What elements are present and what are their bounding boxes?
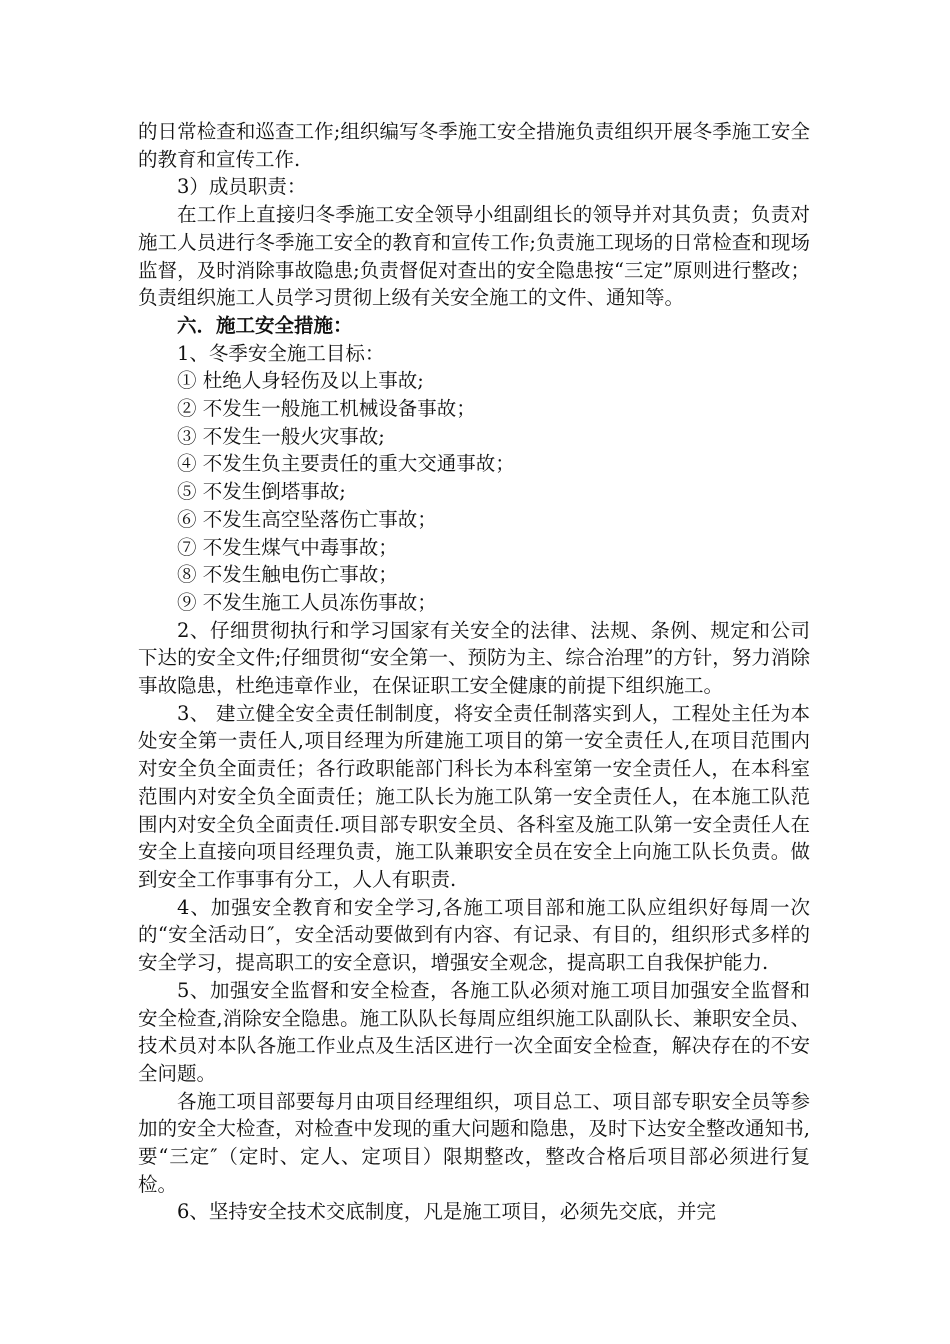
goal-item: ② 不发生一般施工机械设备事故； [177, 397, 476, 421]
goal-item: ③ 不发生一般火灾事故; [177, 424, 385, 448]
paragraph-item-4: 4、加强安全教育和安全学习,各施工项目部和施工队应组织好每周一次的“安全活动日″，安全活动要做到有内容、有记录、有目的，组织形式多样的安全学习，提高职工的安全意识，增强安全观念，提高职工自我保护能力. [138, 895, 810, 975]
paragraph-continued: 的日常检查和巡查工作;组织编写冬季施工安全措施负责组织开展冬季施工安全的教育和宣传工作. [138, 120, 810, 171]
paragraph-item-5-continued: 各施工项目部要每月由项目经理组织，项目总工、项目部专职安全员等参加的安全大检查，对检查中发现的重大问题和隐患，及时下达安全整改通知书,要“三定″（定时、定人、定项目）限期整改，整改合格后项目部必须进行复检。 [138, 1089, 810, 1196]
member-duties-body: 在工作上直接归冬季施工安全领导小组副组长的领导并对其负责；负责对施工人员进行冬季施工安全的教育和宣传工作;负责施工现场的日常检查和现场监督，及时消除事故隐患;负责督促对查出的安全隐患按“三定”原则进行整改；负责组织施工人员学习贯彻上级有关安全施工的文件、通知等。 [138, 203, 810, 310]
goal-item: ⑦ 不发生煤气中毒事故； [177, 535, 398, 559]
winter-goal-title: 1、冬季安全施工目标： [177, 341, 385, 365]
document-page [138, 118, 810, 1226]
paragraph-item-3: 3、 建立健全安全责任制制度，将安全责任制落实到人，工程处主任为本处安全第一责任人,项目经理为所建施工项目的第一安全责任人,在项目范围内对安全负全面责任；各行政职能部门科长为本科室第一安全责任人，在本科室范围内对安全负全面责任；施工队长为施工队第一安全责任人，在本施工队范围内对安全负全面责任.项目部专职安全员、各科室及施工队第一安全责任人在安全上直接向项目经理负责，施工队兼职安全员在安全上向施工队长负责。做到安全工作事事有分工，人人有职责. [138, 701, 810, 891]
goal-item: ⑨ 不发生施工人员冻伤事故； [177, 590, 437, 614]
goal-item: ⑥ 不发生高空坠落伤亡事故； [177, 507, 437, 531]
paragraph-item-2: 2、仔细贯彻执行和学习国家有关安全的法律、法规、条例、规定和公司下达的安全文件;仔细贯彻“安全第一、预防为主、综合治理”的方针，努力消除事故隐患，杜绝违章作业，在保证职工安全健康的前提下组织施工。 [138, 618, 810, 698]
goal-item: ④ 不发生负主要责任的重大交通事故； [177, 452, 515, 476]
section-heading-safety-measures: 六．施工安全措施： [177, 313, 353, 337]
goal-item: ⑧ 不发生触电伤亡事故； [177, 563, 398, 587]
paragraph-item-6: 6、坚持安全技术交底制度，凡是施工项目，必须先交底，并完 [177, 1200, 716, 1224]
goal-item: ① 杜绝人身轻伤及以上事故; [177, 369, 424, 393]
member-duties-title: 3）成员职责： [177, 175, 307, 199]
paragraph-item-5: 5、加强安全监督和安全检查，各施工队必须对施工项目加强安全监督和安全检查,消除安全隐患。施工队队长每周应组织施工队副队长、兼职安全员、技术员对本队各施工作业点及生活区进行一次全面安全检查，解决存在的不安全问题。 [138, 978, 810, 1085]
goal-item: ⑤ 不发生倒塔事故; [177, 480, 346, 504]
